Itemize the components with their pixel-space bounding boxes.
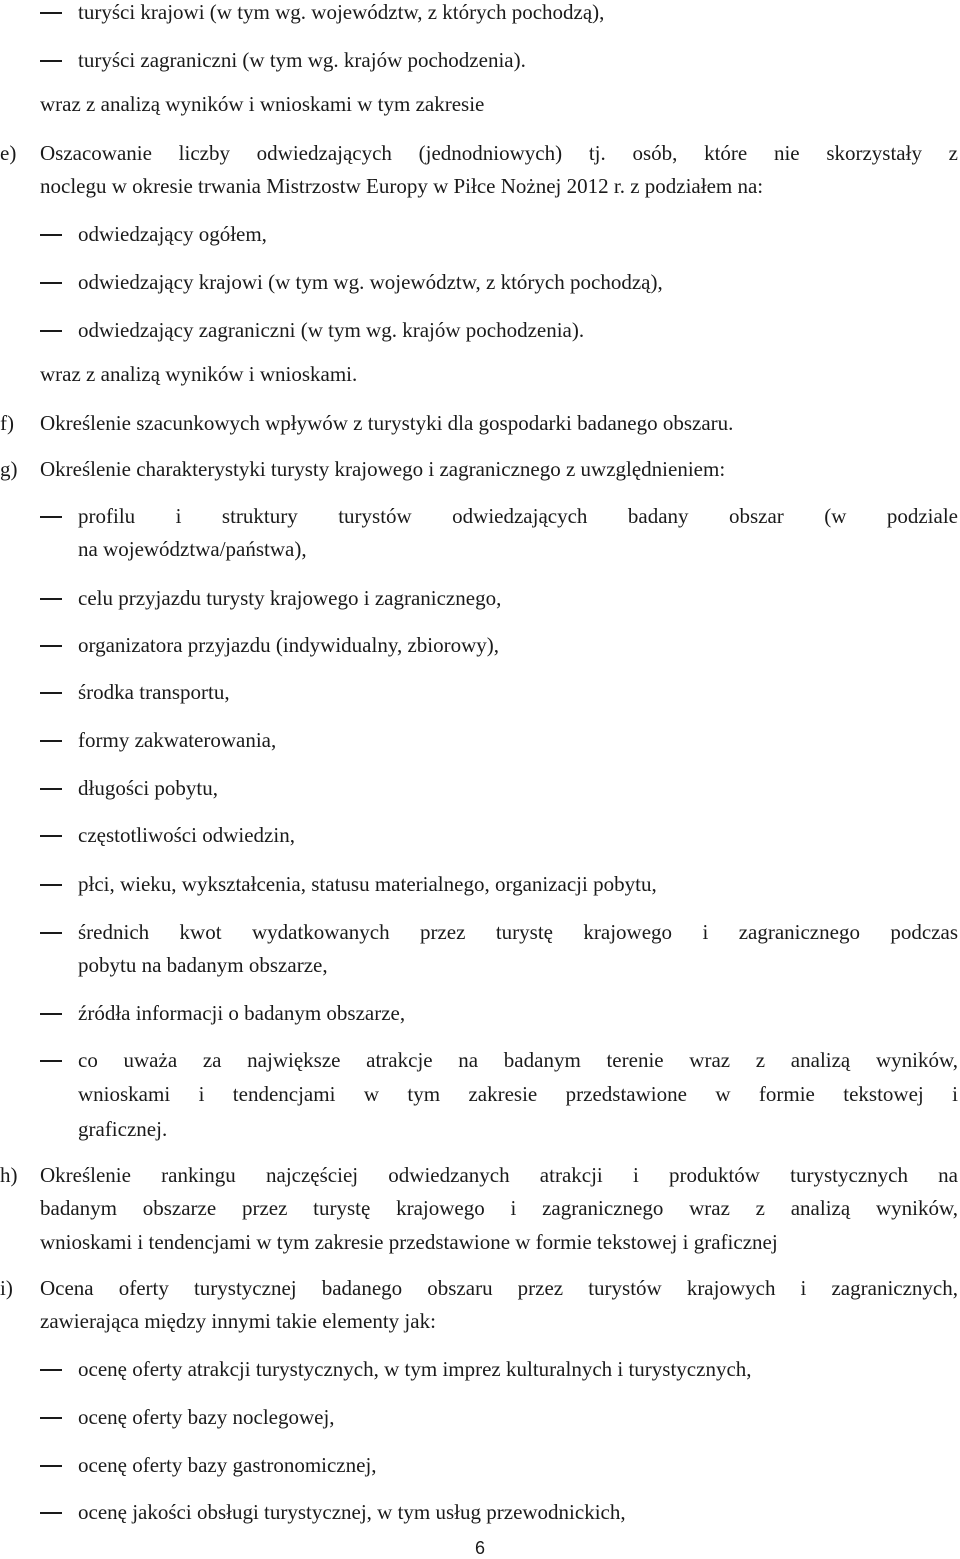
dash-marker xyxy=(40,222,90,246)
paragraph-line: Określenie szacunkowych wpływów z turystyki dla gospodarki badanego obszaru. xyxy=(40,411,734,435)
paragraph-line: wraz z analizą wyników i wnioskami w tym zakresie xyxy=(40,92,485,116)
paragraph-line: wraz z analizą wyników i wnioskami. xyxy=(40,362,358,386)
dash-marker xyxy=(40,1500,90,1524)
bullet-item xyxy=(78,872,958,896)
bullet-item xyxy=(78,270,958,294)
bullet-item xyxy=(78,222,958,246)
paragraph-line: badanym obszarze przez turystę krajowego i zagranicznego wraz z analizą wyników, xyxy=(40,1196,958,1220)
bullet-continuation: wnioskami i tendencjami w tym zakresie przedstawione w formie tekstowej i xyxy=(78,1082,958,1106)
bullet-item xyxy=(78,728,958,752)
bullet-item xyxy=(78,1453,958,1477)
line-text: średnich kwot wydatkowanych przez turystę krajowego i zagranicznego podczas xyxy=(78,920,958,944)
paragraph-line: noclegu w okresie trwania Mistrzostw Europy w Piłce Nożnej 2012 r. z podziałem na: xyxy=(40,174,764,198)
line-text: częstotliwości odwiedzin, xyxy=(78,823,295,847)
line-text: płci, wieku, wykształcenia, statusu materialnego, organizacji pobytu, xyxy=(78,872,657,896)
list-label-g: g) xyxy=(0,457,18,481)
paragraph-line: Określenie rankingu najczęściej odwiedzanych atrakcji i produktów turystycznych na xyxy=(40,1163,958,1187)
bullet-item xyxy=(78,1405,958,1429)
line-text: odwiedzający krajowi (w tym wg. województw, z których pochodzą), xyxy=(78,270,663,294)
dash-marker xyxy=(40,823,90,847)
bullet-item xyxy=(78,633,958,657)
dash-marker xyxy=(40,270,90,294)
dash-marker xyxy=(40,1405,90,1429)
bullet-item xyxy=(78,504,958,528)
dash-marker xyxy=(40,504,90,528)
bullet-item xyxy=(78,1357,958,1381)
dash-marker xyxy=(40,0,90,24)
bullet-item xyxy=(78,0,958,24)
list-label-i: i) xyxy=(0,1276,13,1300)
list-label-e: e) xyxy=(0,141,17,165)
bullet-item xyxy=(78,1048,958,1072)
bullet-item xyxy=(78,586,958,610)
line-text: długości pobytu, xyxy=(78,776,218,800)
line-text: odwiedzający ogółem, xyxy=(78,222,267,246)
line-text: środka transportu, xyxy=(78,680,230,704)
dash-marker xyxy=(40,1453,90,1477)
line-text: ocenę oferty atrakcji turystycznych, w tym imprez kulturalnych i turystycznych, xyxy=(78,1357,752,1381)
list-label-h: h) xyxy=(0,1163,18,1187)
line-text: turyści krajowi (w tym wg. województw, z których pochodzą), xyxy=(78,0,605,24)
dash-marker xyxy=(40,1048,90,1072)
dash-marker xyxy=(40,48,90,72)
line-text: formy zakwaterowania, xyxy=(78,728,277,752)
dash-marker xyxy=(40,633,90,657)
line-text: profilu i struktury turystów odwiedzających badany obszar (w podziale xyxy=(78,504,958,528)
line-text: odwiedzający zagraniczni (w tym wg. krajów pochodzenia). xyxy=(78,318,585,342)
dash-marker xyxy=(40,1357,90,1381)
dash-marker xyxy=(40,872,90,896)
paragraph-line: zawierająca między innymi takie elementy jak: xyxy=(40,1309,436,1333)
line-text: co uważa za największe atrakcje na badanym terenie wraz z analizą wyników, xyxy=(78,1048,958,1072)
line-text: źródła informacji o badanym obszarze, xyxy=(78,1001,406,1025)
dash-marker xyxy=(40,680,90,704)
dash-marker xyxy=(40,1001,90,1025)
bullet-continuation: graficznej. xyxy=(78,1117,168,1141)
bullet-item xyxy=(78,680,958,704)
line-text: organizatora przyjazdu (indywidualny, zbiorowy), xyxy=(78,633,500,657)
paragraph-line: Oszacowanie liczby odwiedzających (jednodniowych) tj. osób, które nie skorzystały z xyxy=(40,141,958,165)
paragraph-line: wnioskami i tendencjami w tym zakresie przedstawione w formie tekstowej i graficznej xyxy=(40,1230,778,1254)
bullet-item xyxy=(78,776,958,800)
bullet-item xyxy=(78,318,958,342)
bullet-continuation: na województwa/państwa), xyxy=(78,537,307,561)
line-text: celu przyjazdu turysty krajowego i zagranicznego, xyxy=(78,586,502,610)
bullet-item xyxy=(78,823,958,847)
dash-marker xyxy=(40,586,90,610)
bullet-continuation: pobytu na badanym obszarze, xyxy=(78,953,328,977)
line-text: turyści zagraniczni (w tym wg. krajów pochodzenia). xyxy=(78,48,526,72)
paragraph-line: Ocena oferty turystycznej badanego obszaru przez turystów krajowych i zagranicznych, xyxy=(40,1276,958,1300)
page-number: 6 xyxy=(474,1538,485,1558)
dash-marker xyxy=(40,776,90,800)
bullet-item xyxy=(78,920,958,944)
dash-marker xyxy=(40,318,90,342)
list-label-f: f) xyxy=(0,411,14,435)
bullet-item xyxy=(78,48,958,72)
dash-marker xyxy=(40,920,90,944)
dash-marker xyxy=(40,728,90,752)
line-text: ocenę oferty bazy noclegowej, xyxy=(78,1405,335,1429)
bullet-item xyxy=(78,1500,958,1524)
bullet-item xyxy=(78,1001,958,1025)
line-text: ocenę oferty bazy gastronomicznej, xyxy=(78,1453,377,1477)
paragraph-line: Określenie charakterystyki turysty krajowego i zagranicznego z uwzględnieniem: xyxy=(40,457,726,481)
line-text: ocenę jakości obsługi turystycznej, w tym usług przewodnickich, xyxy=(78,1500,626,1524)
